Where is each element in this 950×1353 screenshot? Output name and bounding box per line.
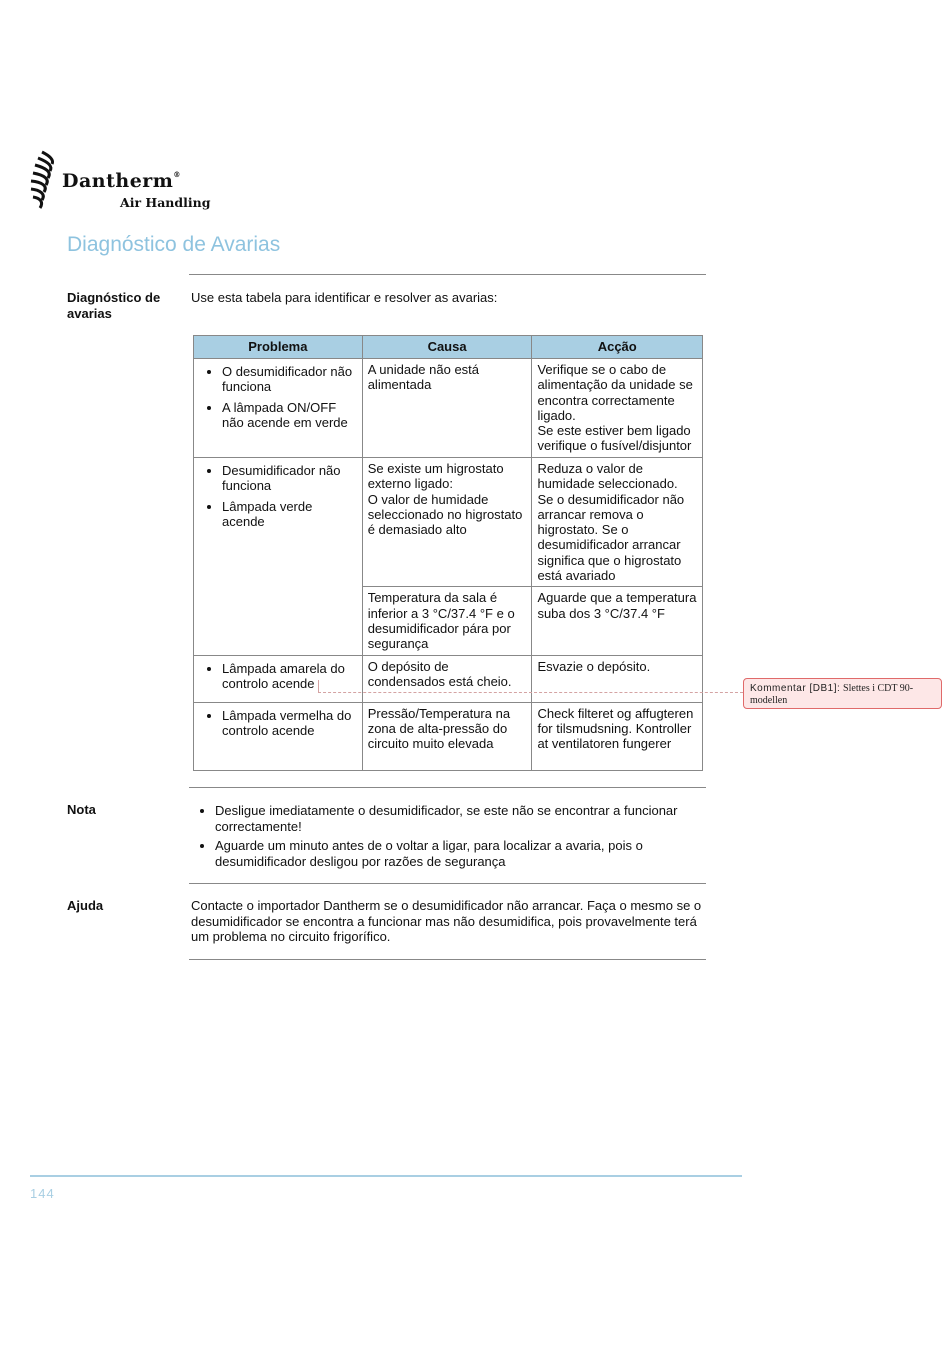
problem-cell bbox=[194, 359, 363, 458]
problem-item: • Lâmpada verde acende bbox=[222, 499, 357, 530]
troubleshooting-table bbox=[193, 335, 703, 771]
problem-item: • O desumidificador não funciona bbox=[222, 364, 357, 395]
action-cell bbox=[532, 359, 703, 458]
note-item: • Aguarde um minuto antes de o voltar a ligar, para localizar a avaria, pois o desumidificador desligou por razões de segurança bbox=[215, 838, 705, 869]
cause-cell: Pressão/Temperatura na zona de alta-pressão do circuito muito elevada bbox=[362, 702, 532, 770]
note-list bbox=[193, 803, 705, 873]
page-number: 144 bbox=[30, 1186, 55, 1201]
action-cell bbox=[532, 458, 703, 587]
divider-bottom bbox=[189, 959, 706, 960]
cause-text: O valor de humidade seleccionado no higrostato é demasiado alto bbox=[367, 491, 523, 538]
note-label: Nota bbox=[67, 802, 96, 817]
action-cell: Esvazie o depósito. bbox=[532, 655, 703, 702]
action-cell: Aguarde que a temperatura suba dos 3 °C/37.4 °F bbox=[532, 587, 703, 655]
divider-note bbox=[189, 787, 706, 788]
logo-brand: Dantherm® bbox=[62, 170, 181, 192]
problem-item: • Lâmpada amarela do controlo acende bbox=[222, 661, 357, 692]
help-text: Contacte o importador Dantherm se o desumidificador não arrancar. Faça o mesmo se o desumidificador se encontra a funcionar mas não desumidifica, pois provavelmente terá um problema no circuito frigorífico. bbox=[191, 898, 702, 944]
note-item: • Desligue imediatamente o desumidificador, se este não se encontrar a funcionar correctamente! bbox=[215, 803, 705, 834]
comment-key: Kommentar [DB1]: bbox=[750, 683, 841, 694]
table-row bbox=[194, 702, 703, 770]
problem-item: • Lâmpada vermelha do controlo acende bbox=[222, 708, 357, 739]
intro-text: Use esta tabela para identificar e resolver as avarias: bbox=[191, 290, 498, 305]
header-problem: Problema bbox=[194, 336, 363, 359]
divider-top bbox=[189, 274, 706, 275]
page-title: Diagnóstico de Avarias bbox=[67, 233, 281, 256]
review-comment[interactable] bbox=[743, 678, 942, 709]
divider-help bbox=[189, 883, 706, 884]
problem-item: • A lâmpada ON/OFF não acende em verde bbox=[222, 400, 357, 431]
intro-label: Diagnóstico de avarias bbox=[67, 290, 161, 321]
action-text: Reduza o valor de humidade seleccionado. bbox=[537, 461, 678, 492]
cause-text: Se existe um higrostato externo ligado: bbox=[367, 461, 504, 492]
dantherm-logo bbox=[28, 150, 228, 214]
problem-cell bbox=[194, 655, 363, 702]
comment-value: Slettes i CDT 90-modellen bbox=[750, 683, 914, 706]
header-action: Acção bbox=[532, 336, 703, 359]
table-row bbox=[194, 587, 703, 655]
problem-cell bbox=[194, 702, 363, 770]
table-row bbox=[194, 458, 703, 587]
problem-item: • Desumidificador não funciona bbox=[222, 463, 357, 494]
comment-connector bbox=[318, 692, 743, 693]
footer-line bbox=[30, 1175, 742, 1177]
table-header-row bbox=[194, 336, 703, 359]
table-row bbox=[194, 359, 703, 458]
help-label: Ajuda bbox=[67, 898, 104, 913]
problem-cell-continued bbox=[194, 587, 363, 655]
problem-cell bbox=[194, 458, 363, 587]
logo-subtitle: Air Handling bbox=[120, 195, 211, 210]
table-row bbox=[194, 655, 703, 702]
action-text: Se este estiver bem ligado verifique o fusível/disjuntor bbox=[537, 423, 692, 454]
comment-anchor bbox=[318, 680, 319, 692]
cause-cell bbox=[362, 458, 532, 587]
header-cause: Causa bbox=[362, 336, 532, 359]
cause-cell: Temperatura da sala é inferior a 3 °C/37.4 °F e o desumidificador pára por segurança bbox=[362, 587, 532, 655]
action-text: Se o desumidificador não arrancar remova o higrostato. Se o desumidificador arrancar significa que o higrostato está avariado bbox=[537, 491, 685, 584]
action-cell: Check filteret og affugteren for tilsmudsning. Kontroller at ventilatoren fungerer bbox=[532, 702, 703, 770]
action-text: Verifique se o cabo de alimentação da unidade se encontra correctamente ligado. bbox=[537, 362, 693, 423]
cause-cell: A unidade não está alimentada bbox=[362, 359, 532, 458]
cause-cell: O depósito de condensados está cheio. bbox=[362, 655, 532, 702]
